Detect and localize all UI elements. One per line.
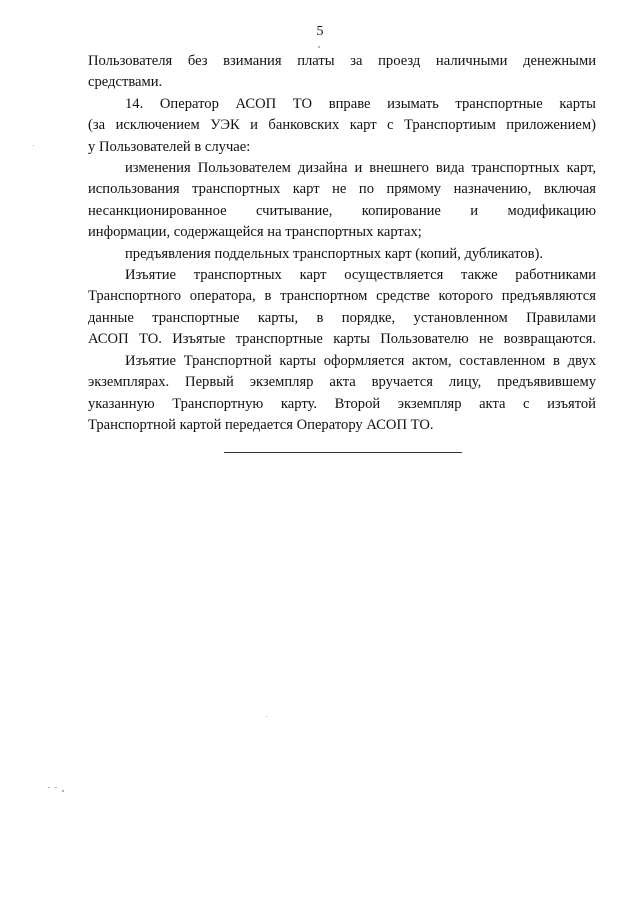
text-line: у Пользователей в случае: [88,138,251,155]
text-line: Транспортного оператора, в транспортном средстве которого предъявляются [88,288,596,305]
text-line: изменения Пользователем дизайна и внешнего вида транспортных карт, [125,160,596,177]
text-line: Изъятие Транспортной карты оформляется актом, составленном в двух [125,352,596,369]
text-line: использования транспортных карт не по прямому назначению, включая [88,181,596,198]
end-of-document-line [224,452,462,453]
paragraph-seizure-by-staff [88,265,596,351]
text-line: Пользователя без взимания платы за проезд наличными денежными [88,53,596,69]
paragraph-continuation [88,51,596,94]
scan-speck [266,716,267,717]
text-line: предъявления поддельных транспортных карт (копий, дубликатов). [125,245,544,262]
scan-speck [55,787,57,788]
text-line: Транспортной картой передается Оператору АСОП ТО. [88,416,434,433]
text-line: несанкционированное считывание, копирование и модификацию [88,202,596,219]
text-line: данные транспортные карты, в порядке, установленном Правилами [88,309,596,326]
text-line: указанную Транспортную карту. Второй экземпляр акта с изъятой [88,395,596,412]
paragraph-clause-14 [88,94,596,158]
scan-speck [33,145,34,146]
scan-speck [62,790,64,792]
paragraph-design-change [88,158,596,244]
text-line: (за исключением УЭК и банковских карт с Транспортиым приложением) [88,117,596,134]
text-line: информации, содержащейся на транспортных картах; [88,224,422,241]
text-line: экземплярах. Первый экземпляр акта вручается лицу, предъявившему [88,374,596,391]
text-line: Изъятие транспортных карт осуществляется также работниками [125,267,596,284]
text-line: 14. Оператор АСОП ТО вправе изымать транспортные карты [125,95,596,112]
paragraph-forged-cards [88,244,596,265]
document-body [88,51,596,436]
scan-speck [318,46,320,48]
text-line: АСОП ТО. Изъятые транспортные карты Пользователю не возвращаются. [88,331,596,348]
scan-speck [48,787,50,788]
text-line: средствами. [88,74,163,91]
page-number: 5 [316,24,324,39]
paragraph-seizure-act [88,351,596,437]
